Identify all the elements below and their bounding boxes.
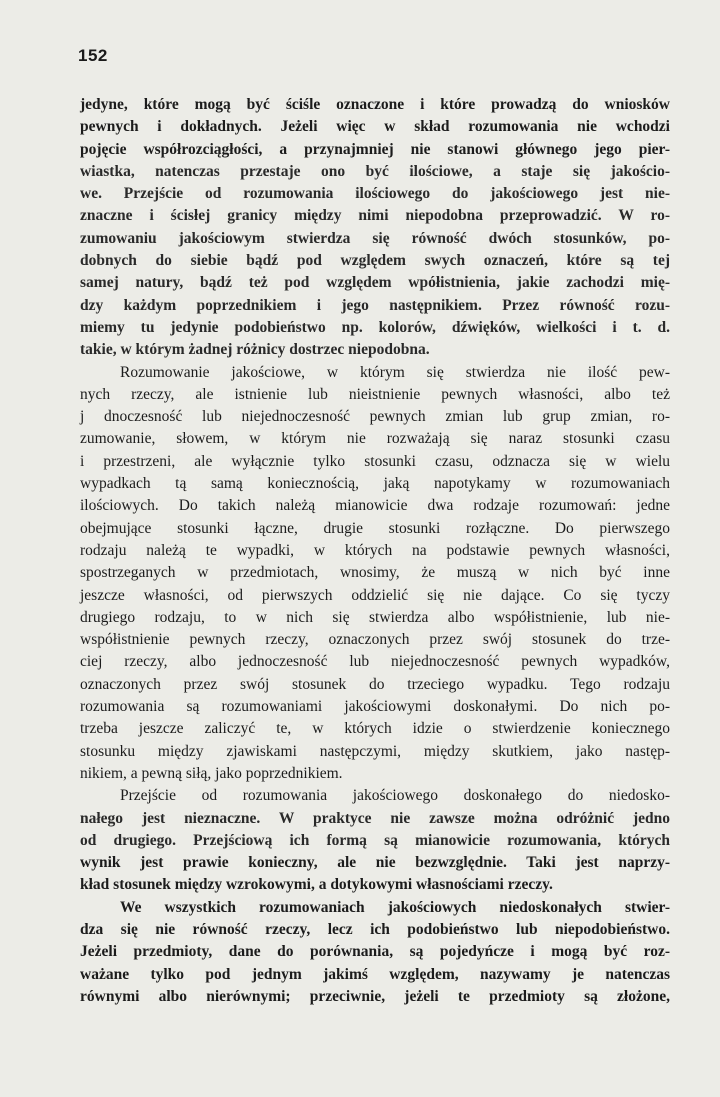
text-line: we. Przejście od rozumowania ilościowego do jakościowego jest nie-: [80, 185, 670, 203]
text-line: nikiem, a pewną siłą, jako poprzednikiem.: [80, 764, 343, 782]
text-line: obejmujące stosunki łączne, drugie stosunki rozłączne. Do pierwszego: [80, 519, 670, 537]
text-line: nych rzeczy, ale istnienie lub nieistnienie pewnych własności, albo też: [80, 385, 670, 403]
text-line: We wszystkich rozumowaniach jakościowych niedoskonałych stwier-: [120, 898, 670, 916]
text-line: zumowaniu jakościowym stwierdza się równość dwóch stosunków, po-: [80, 229, 670, 247]
text-line: równymi albo nierównymi; przeciwnie, jeżeli te przedmioty są złożone,: [80, 987, 670, 1005]
text-line: dobnych do siebie bądź pod względem swych oznaczeń, które są tej: [80, 252, 670, 270]
text-line: dzy każdym poprzednikiem i jego następnikiem. Przez równość rozu-: [80, 296, 670, 314]
text-line: drugiego rodzaju, to w nich się stwierdza albo współistnienie, lub nie-: [80, 608, 670, 626]
text-line: Przejście od rozumowania jakościowego doskonałego do niedosko-: [120, 787, 670, 805]
text-line: kład stosunek między wzrokowymi, a dotykowymi własnościami rzeczy.: [80, 876, 553, 894]
text-line: pewnych i dokładnych. Jeżeli więc w skład rozumowania nie wchodzi: [80, 118, 670, 136]
text-line: j dnoczesność lub niejednoczesność pewnych zmian lub grup zmian, ro-: [80, 408, 670, 426]
text-line: nałego jest nieznaczne. W praktyce nie zawsze można odróżnić jedno: [80, 809, 670, 827]
text-line: ilościowych. Do takich należą mianowicie dwa rodzaje rozumowań: jedne: [80, 497, 670, 515]
text-line: Jeżeli przedmioty, dane do porównania, są pojedyńcze i mogą być roz-: [80, 943, 670, 961]
text-line: rozumowania są rozumowaniami jakościowymi doskonałymi. Do nich po-: [80, 698, 670, 716]
text-line: zumowanie, słowem, w którym nie rozważają się naraz stosunki czasu: [80, 430, 670, 448]
text-line: samej natury, bądź też pod względem wpółistnienia, jakie zachodzi mię-: [80, 274, 670, 292]
text-line: znaczne i ścisłej granicy między nimi niepodobna przeprowadzić. W ro-: [80, 207, 670, 225]
text-line: wynik jest prawie konieczny, ale nie bezwzględnie. Taki jest naprzy-: [80, 854, 670, 872]
page-number: 152: [78, 46, 108, 65]
text-line: miemy tu jedynie podobieństwo np. kolorów, dźwięków, wielkości i t. d.: [80, 318, 670, 336]
text-line: współistnienie pewnych rzeczy, oznaczonych przez swój stosunek do trze-: [80, 631, 670, 649]
text-line: takie, w którym żadnej różnicy dostrzec niepodobna.: [80, 341, 430, 359]
text-line: Rozumowanie jakościowe, w którym się stwierdza nie ilość pew-: [120, 363, 670, 381]
text-line: jedyne, które mogą być ściśle oznaczone i które prowadzą do wniosków: [80, 96, 670, 113]
text-line: ważane tylko pod jednym jakimś względem, nazywamy je natenczas: [80, 965, 670, 983]
text-line: spostrzeganych w przedmiotach, wnosimy, że muszą w nich być inne: [80, 564, 670, 582]
text-line: pojęcie współrozciągłości, a przynajmniej nie stanowi głównego jego pier-: [80, 140, 670, 158]
text-line: wiastka, natenczas przestaje ono być ilościowe, a staje się jakościo-: [80, 162, 670, 180]
text-line: ciej rzeczy, albo jednoczesność lub niejednoczesność pewnych wypadków,: [80, 653, 670, 671]
body-text: [80, 94, 670, 1008]
text-line: wypadkach tą samą koniecznością, jaką napotykamy w rozumowaniach: [80, 475, 670, 493]
text-line: trzeba jeszcze zaliczyć te, w których idzie o stwierdzenie koniecznego: [80, 720, 670, 738]
text-line: stosunku między zjawiskami następczymi, między skutkiem, jako następ-: [80, 742, 670, 760]
text-line: dza się nie równość rzeczy, lecz ich podobieństwo lub niepodobieństwo.: [80, 920, 670, 938]
text-line: od drugiego. Przejściową ich formą są mianowicie rozumowania, których: [80, 831, 670, 849]
text-line: jeszcze własności, od pierwszych oddzielić się nie dające. Co się tyczy: [80, 586, 670, 604]
text-line: oznaczonych przez swój stosunek do trzeciego wypadku. Tego rodzaju: [80, 675, 670, 693]
text-line: rodzaju należą te wypadki, w których na podstawie pewnych własności,: [80, 541, 670, 559]
text-line: i przestrzeni, ale wyłącznie tylko stosunki czasu, odznacza się w wielu: [80, 452, 670, 470]
